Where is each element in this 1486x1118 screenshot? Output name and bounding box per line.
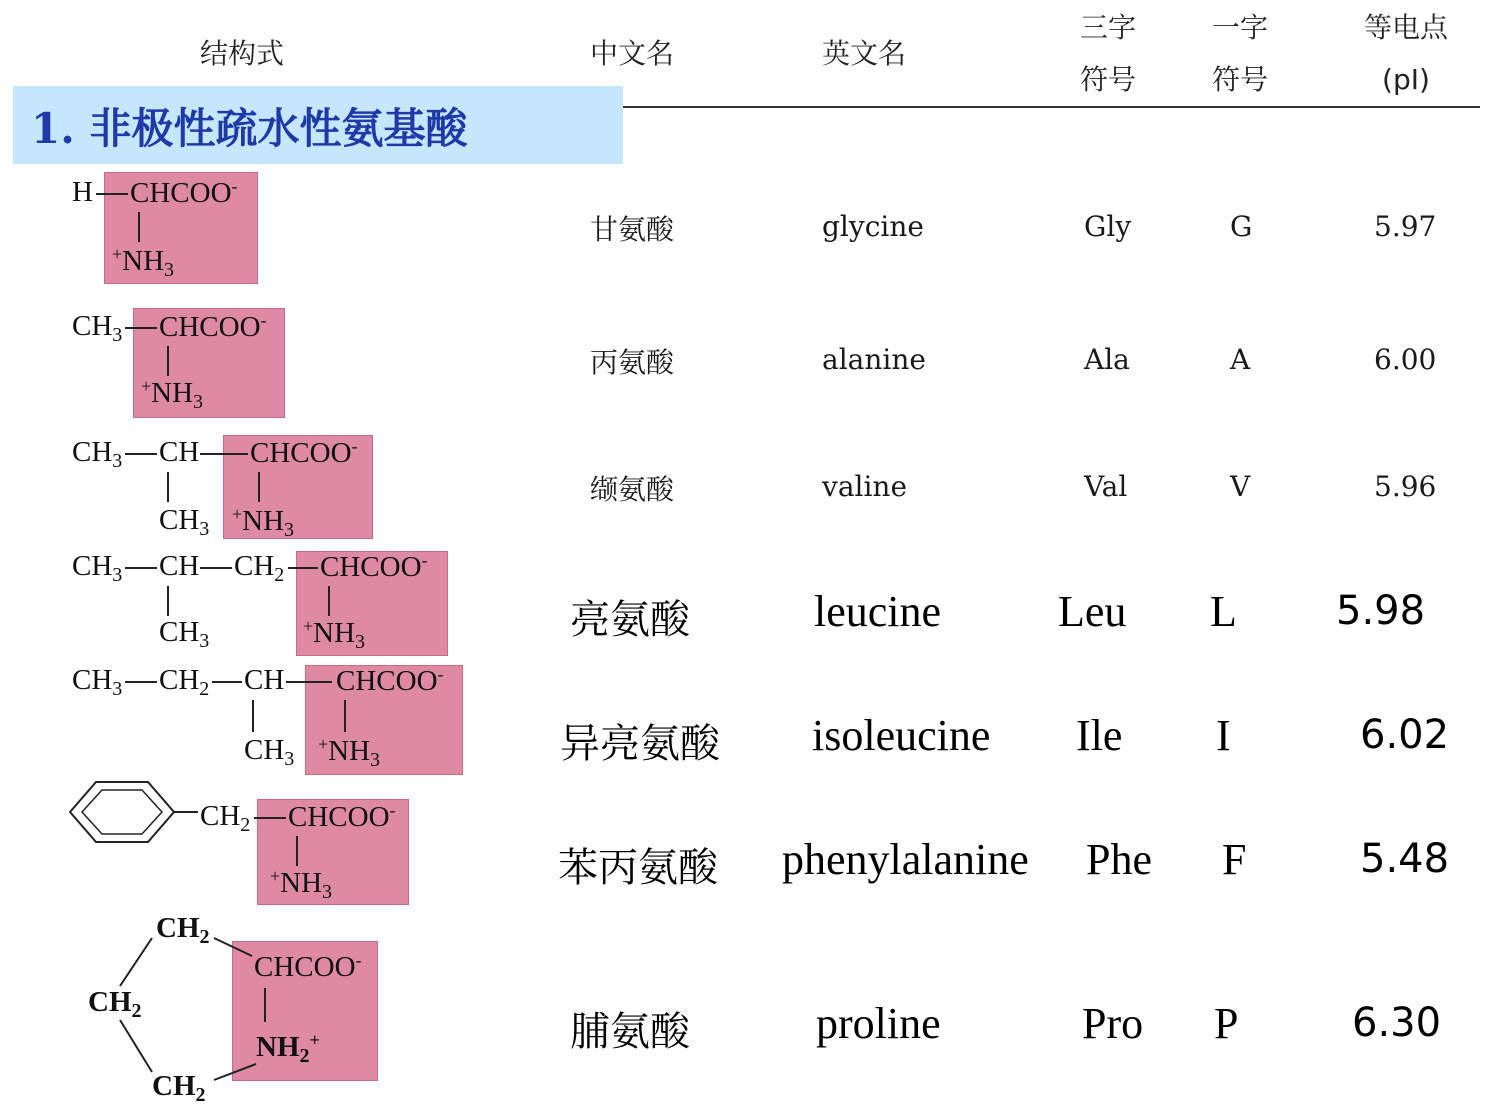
cell-pi: 6.00 bbox=[1374, 343, 1437, 376]
ch-text: CH bbox=[200, 800, 241, 832]
group-chcoo bbox=[288, 800, 396, 834]
header-one-letter bbox=[1202, 2, 1278, 106]
header-english-name: 英文名 bbox=[822, 37, 907, 70]
chcoo-text: CHCOO bbox=[336, 665, 438, 697]
charge-minus: - bbox=[389, 800, 396, 820]
charge-plus: + bbox=[270, 866, 281, 886]
group-nh3 bbox=[303, 616, 365, 654]
cell-english-name: glycine bbox=[822, 210, 924, 243]
subscript-2: 2 bbox=[299, 1045, 310, 1067]
cell-chinese-name: 苯丙氨酸 bbox=[558, 845, 718, 891]
subscript-3: 3 bbox=[284, 748, 295, 770]
subscript-3: 3 bbox=[199, 518, 210, 540]
charge-plus: + bbox=[112, 244, 123, 264]
chcoo-text: CHCOO bbox=[254, 951, 356, 983]
group-ch: CH bbox=[159, 550, 200, 582]
subscript-2: 2 bbox=[199, 678, 210, 700]
cell-pi: 6.02 bbox=[1360, 712, 1450, 758]
cell-pi: 5.97 bbox=[1374, 210, 1437, 243]
ch-text: CH bbox=[156, 912, 200, 944]
cell-one-letter: A bbox=[1230, 343, 1251, 376]
cell-chinese-name: 脯氨酸 bbox=[570, 1009, 690, 1055]
group-ch: CH bbox=[159, 436, 200, 468]
cell-chinese-name: 丙氨酸 bbox=[590, 346, 675, 379]
subscript-2: 2 bbox=[131, 1000, 142, 1022]
subscript-3: 3 bbox=[284, 519, 295, 541]
subscript-3: 3 bbox=[199, 630, 210, 652]
ch-text: CH bbox=[244, 734, 285, 766]
ch-text: CH bbox=[234, 550, 275, 582]
ch-text: CH bbox=[159, 504, 200, 536]
subscript-2: 2 bbox=[195, 1084, 206, 1106]
group-chcoo bbox=[254, 950, 362, 984]
header-pi-line2: (pI) bbox=[1382, 63, 1430, 96]
subscript-3: 3 bbox=[112, 564, 123, 586]
group-chcoo bbox=[336, 664, 444, 698]
cell-one-letter: P bbox=[1214, 999, 1239, 1048]
cell-three-letter: Leu bbox=[1058, 587, 1127, 636]
subscript-2: 2 bbox=[240, 814, 251, 836]
cell-english-name: valine bbox=[822, 470, 908, 503]
cell-chinese-name: 亮氨酸 bbox=[570, 597, 690, 643]
ch-text: CH bbox=[72, 550, 113, 582]
ch-text: CH bbox=[159, 664, 200, 696]
nh-text: NH bbox=[151, 377, 194, 409]
cell-three-letter: Ala bbox=[1084, 343, 1130, 376]
atom-h: H bbox=[72, 176, 93, 208]
cell-pi: 5.96 bbox=[1374, 470, 1437, 503]
ch-text: CH bbox=[152, 1070, 196, 1102]
nh-text: NH bbox=[122, 245, 165, 277]
cell-one-letter: V bbox=[1230, 470, 1251, 503]
header-one-letter-line1: 一字 bbox=[1211, 11, 1268, 44]
chcoo-text: CHCOO bbox=[159, 311, 261, 343]
subscript-3: 3 bbox=[112, 450, 123, 472]
header-one-letter-line2: 符号 bbox=[1211, 63, 1268, 96]
ch-text: CH bbox=[72, 310, 113, 342]
subscript-3: 3 bbox=[355, 631, 366, 653]
cell-chinese-name: 甘氨酸 bbox=[590, 213, 675, 246]
subscript-3: 3 bbox=[164, 259, 175, 281]
cell-three-letter: Ile bbox=[1076, 711, 1123, 760]
group-nh3 bbox=[318, 734, 380, 772]
cell-pi: 6.30 bbox=[1352, 1000, 1442, 1046]
subscript-3: 3 bbox=[112, 678, 123, 700]
nh-text: NH bbox=[328, 735, 371, 767]
chcoo-text: CHCOO bbox=[320, 551, 422, 583]
cell-english-name: proline bbox=[816, 999, 941, 1048]
cell-one-letter: G bbox=[1230, 210, 1253, 243]
subscript-3: 3 bbox=[112, 324, 123, 346]
header-pi-line1: 等电点 bbox=[1363, 11, 1448, 44]
nh-text: NH bbox=[256, 1031, 300, 1063]
subscript-3: 3 bbox=[370, 749, 381, 771]
subscript-3: 3 bbox=[193, 391, 204, 413]
cell-one-letter: L bbox=[1210, 587, 1237, 636]
charge-minus: - bbox=[351, 436, 358, 456]
charge-minus: - bbox=[260, 310, 267, 330]
cell-three-letter: Phe bbox=[1086, 835, 1152, 884]
charge-minus: - bbox=[231, 176, 238, 196]
chcoo-text: CHCOO bbox=[288, 801, 390, 833]
cell-three-letter: Gly bbox=[1084, 210, 1132, 243]
section-title: 1. 非极性疏水性氨基酸 bbox=[31, 104, 468, 153]
cell-pi: 5.48 bbox=[1360, 836, 1450, 882]
charge-plus: + bbox=[318, 734, 329, 754]
cell-chinese-name: 异亮氨酸 bbox=[560, 721, 720, 767]
group-ch2 bbox=[152, 1070, 206, 1107]
charge-plus: + bbox=[303, 616, 314, 636]
cell-one-letter: I bbox=[1216, 711, 1231, 760]
cell-three-letter: Pro bbox=[1082, 999, 1144, 1048]
ch-text: CH bbox=[72, 664, 113, 696]
charge-minus: - bbox=[421, 550, 428, 570]
charge-minus: - bbox=[355, 950, 362, 970]
subscript-3: 3 bbox=[322, 881, 333, 903]
cell-english-name: isoleucine bbox=[812, 711, 991, 760]
nh-text: NH bbox=[313, 617, 356, 649]
group-ch2 bbox=[88, 986, 142, 1023]
ch-text: CH bbox=[72, 436, 113, 468]
header-three-letter-line1: 三字 bbox=[1079, 11, 1136, 44]
cell-english-name: phenylalanine bbox=[782, 835, 1029, 884]
subscript-2: 2 bbox=[199, 926, 210, 948]
nh-text: NH bbox=[280, 867, 323, 899]
ch-text: CH bbox=[88, 986, 132, 1018]
cell-english-name: leucine bbox=[814, 587, 942, 636]
header-three-letter-line2: 符号 bbox=[1079, 63, 1136, 96]
group-ch: CH bbox=[244, 664, 285, 696]
group-chcoo bbox=[320, 550, 428, 584]
ch-text: CH bbox=[159, 616, 200, 648]
charge-plus: + bbox=[141, 376, 152, 396]
header-structure: 结构式 bbox=[200, 37, 285, 70]
cell-one-letter: F bbox=[1222, 835, 1247, 884]
cell-three-letter: Val bbox=[1084, 470, 1128, 503]
header-rule bbox=[620, 106, 1480, 108]
charge-plus: + bbox=[309, 1030, 320, 1050]
cell-chinese-name: 缬氨酸 bbox=[590, 473, 675, 506]
chcoo-text: CHCOO bbox=[250, 437, 352, 469]
charge-plus: + bbox=[232, 504, 243, 524]
header-three-letter bbox=[1070, 2, 1146, 106]
chcoo-text: CHCOO bbox=[130, 177, 232, 209]
group-ch2 bbox=[156, 912, 210, 949]
cell-english-name: alanine bbox=[822, 343, 926, 376]
header-pi bbox=[1346, 2, 1466, 106]
header-chinese-name: 中文名 bbox=[590, 37, 675, 70]
group-nh2 bbox=[256, 1030, 320, 1068]
nh-text: NH bbox=[242, 505, 285, 537]
cell-pi: 5.98 bbox=[1336, 588, 1426, 634]
charge-minus: - bbox=[437, 664, 444, 684]
subscript-2: 2 bbox=[274, 564, 285, 586]
